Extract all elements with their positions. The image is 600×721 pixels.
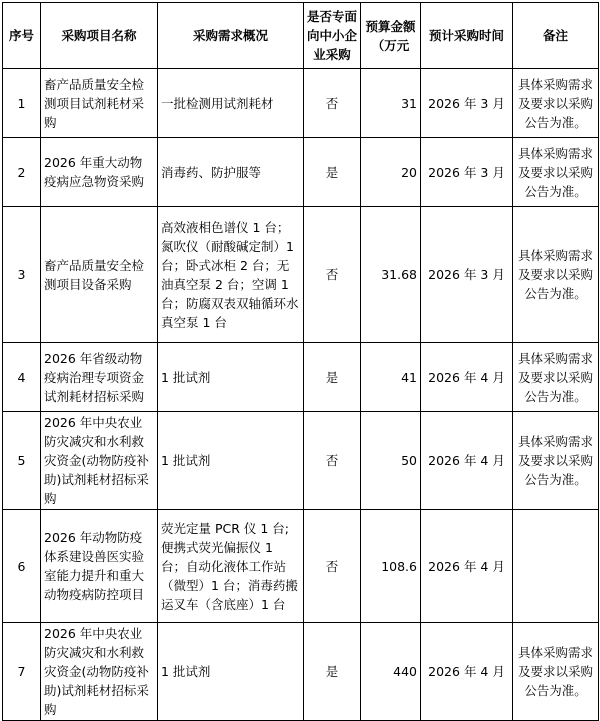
row-budget: 50 [361,412,421,510]
row-desc: 1 批试剂 [158,343,304,412]
header-row [3,3,599,69]
table-row [3,623,599,721]
row-name: 2026 年省级动物疫病治理专项资金试剂耗材招标采购 [41,343,158,412]
row-desc: 高效液相色谱仪 1 台；氮吹仪（耐酸碱定制）1 台；卧式冰柜 2 台；无油真空泵 2 台；空调 1 台；防腐双表双轴循环水真空泵 1 台 [158,207,304,343]
header-seq: 序号 [3,3,41,69]
row-seq: 7 [3,623,41,721]
row-note: 具体采购需求及要求以采购公告为准。 [513,343,599,412]
row-time: 2026 年 3 月 [421,138,513,207]
header-desc: 采购需求概况 [158,3,304,69]
header-name: 采购项目名称 [41,3,158,69]
row-sme: 是 [304,343,361,412]
row-budget: 31.68 [361,207,421,343]
row-budget: 31 [361,69,421,138]
row-budget: 41 [361,343,421,412]
row-name: 2026 年动物防疫体系建设兽医实验室能力提升和重大动物疫病防控项目 [41,510,158,623]
table-row [3,510,599,623]
row-sme: 否 [304,69,361,138]
table-row [3,343,599,412]
row-name: 2026 年中央农业防灾减灾和水利救灾资金(动物防疫补助)试剂耗材招标采购 [41,412,158,510]
row-time: 2026 年 4 月 [421,623,513,721]
header-time: 预计采购时间 [421,3,513,69]
row-note [513,510,599,623]
row-note: 具体采购需求及要求以采购公告为准。 [513,412,599,510]
row-sme: 否 [304,412,361,510]
row-time: 2026 年 4 月 [421,412,513,510]
row-note: 具体采购需求及要求以采购公告为准。 [513,69,599,138]
procurement-table [2,2,599,721]
header-budget: 预算金额（万元 [361,3,421,69]
row-name: 畜产品质量安全检测项目设备采购 [41,207,158,343]
row-time: 2026 年 3 月 [421,69,513,138]
header-sme: 是否专面向中小企业采购 [304,3,361,69]
row-desc: 消毒药、防护服等 [158,138,304,207]
row-sme: 是 [304,623,361,721]
row-name: 2026 年重大动物疫病应急物资采购 [41,138,158,207]
header-note: 备注 [513,3,599,69]
row-sme: 否 [304,510,361,623]
row-seq: 4 [3,343,41,412]
row-budget: 20 [361,138,421,207]
table-row [3,69,599,138]
table-row [3,412,599,510]
row-time: 2026 年 3 月 [421,207,513,343]
row-note: 具体采购需求及要求以采购公告为准。 [513,138,599,207]
row-seq: 5 [3,412,41,510]
row-name: 2026 年中央农业防灾减灾和水利救灾资金(动物防疫补助)试剂耗材招标采购 [41,623,158,721]
row-seq: 3 [3,207,41,343]
row-budget: 108.6 [361,510,421,623]
table-row [3,207,599,343]
table-row [3,138,599,207]
row-time: 2026 年 4 月 [421,343,513,412]
row-note: 具体采购需求及要求以采购公告为准。 [513,207,599,343]
row-note: 具体采购需求及要求以采购公告为准。 [513,623,599,721]
row-seq: 6 [3,510,41,623]
row-seq: 1 [3,69,41,138]
row-name: 畜产品质量安全检测项目试剂耗材采购 [41,69,158,138]
row-sme: 是 [304,138,361,207]
row-desc: 1 批试剂 [158,623,304,721]
row-desc: 1 批试剂 [158,412,304,510]
row-desc: 荧光定量 PCR 仪 1 台;便携式荧光偏振仪 1 台；自动化液体工作站（微型）1 台；消毒药搬运叉车（含底座）1 台 [158,510,304,623]
row-seq: 2 [3,138,41,207]
row-time: 2026 年 4 月 [421,510,513,623]
row-desc: 一批检测用试剂耗材 [158,69,304,138]
row-budget: 440 [361,623,421,721]
row-sme: 否 [304,207,361,343]
